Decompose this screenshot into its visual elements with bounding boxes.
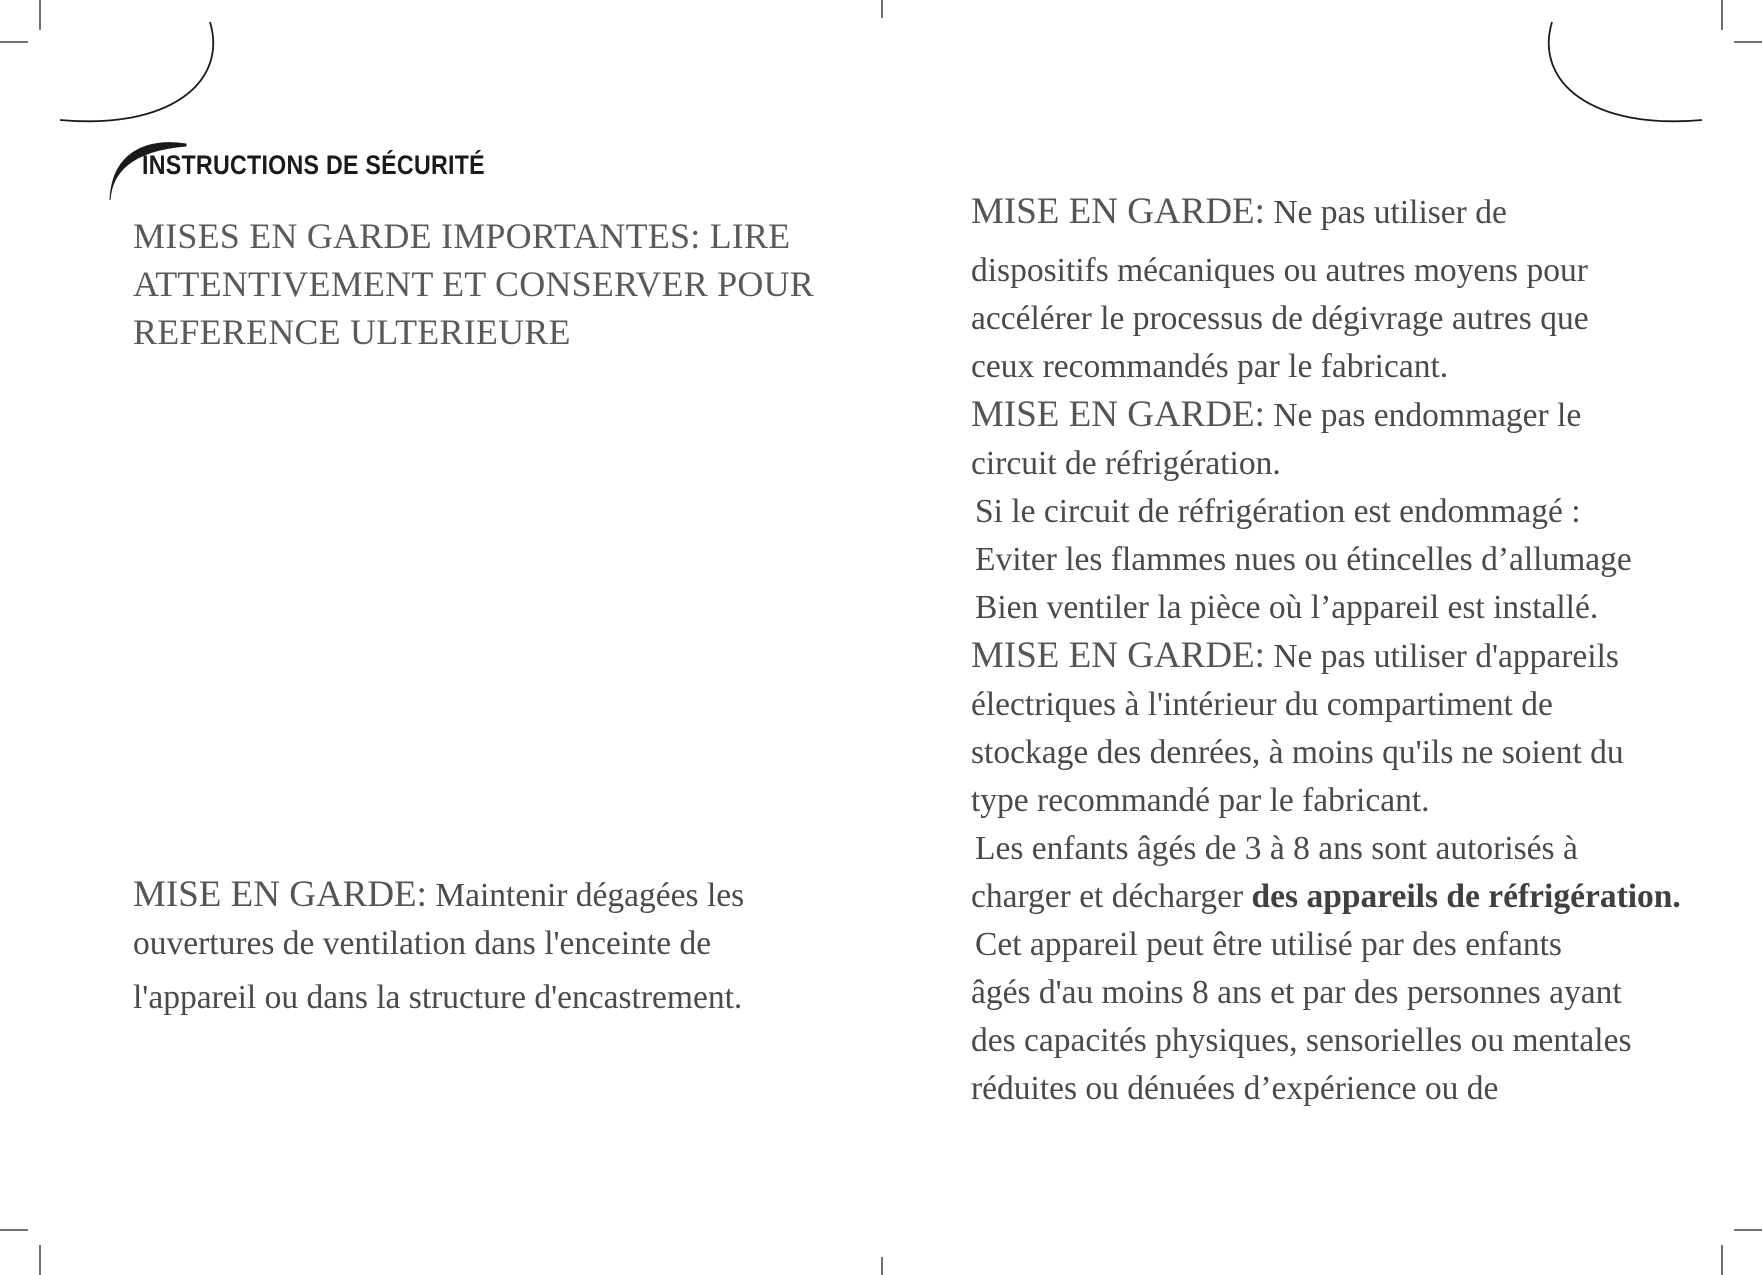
corner-arc-top-left [60, 22, 213, 121]
warning-text: Ne pas endommager le [1273, 397, 1582, 434]
section-heading: INSTRUCTIONS DE SÉCURITÉ [142, 150, 485, 180]
corner-arc-top-right [1549, 22, 1702, 121]
warning-lead: MISE EN GARDE: [133, 874, 427, 915]
children-text: Les enfants âgés de 3 à 8 ans sont autorisés à [975, 830, 1578, 867]
warning-text: Maintenir dégagées les [435, 877, 745, 914]
warning-lead: MISE EN GARDE: [971, 635, 1265, 676]
warning-text: dispositifs mécaniques ou autres moyens pour [971, 252, 1588, 289]
damage-item: Eviter les flammes nues ou étincelles d’allumage [975, 541, 1632, 578]
damage-item: Si le circuit de réfrigération est endommagé : [975, 493, 1581, 530]
warning-text: l'appareil ou dans la structure d'encastrement. [133, 979, 743, 1016]
warning-text: électriques à l'intérieur du compartiment de [971, 686, 1553, 723]
important-notice: MISES EN GARDE IMPORTANTES: LIRE ATTENTIVEMENT ET CONSERVER POUR REFERENCE ULTERIEURE [133, 216, 814, 352]
warning-text: Ne pas utiliser d'appareils [1273, 638, 1619, 675]
right-column [971, 188, 1681, 1113]
warning-text: Ne pas utiliser de [1273, 194, 1507, 231]
damage-item: Bien ventiler la pièce où l’appareil est installé. [975, 589, 1599, 626]
warning-text: type recommandé par le fabricant. [971, 782, 1430, 819]
warning-text: ouvertures de ventilation dans l'enceinte de [133, 925, 712, 962]
warning-text: ceux recommandés par le fabricant. [971, 348, 1449, 385]
capacity-text: âgés d'au moins 8 ans et par des personnes ayant [971, 974, 1622, 1011]
capacity-text: réduites ou dénuées d’expérience ou de [971, 1070, 1499, 1107]
warning-text: accélérer le processus de dégivrage autres que [971, 300, 1589, 337]
capacity-text: Cet appareil peut être utilisé par des enfants [975, 926, 1562, 963]
ventilation-warning [133, 871, 744, 1022]
warning-lead: MISE EN GARDE: [971, 394, 1265, 435]
children-text: charger et décharger [971, 878, 1244, 915]
warning-text: circuit de réfrigération. [971, 445, 1281, 482]
capacity-text: des capacités physiques, sensorielles ou mentales [971, 1022, 1632, 1059]
warning-text: stockage des denrées, à moins qu'ils ne soient du [971, 734, 1624, 771]
warning-lead: MISE EN GARDE: [971, 191, 1265, 232]
children-text-bold: des appareils de réfrigération. [1251, 878, 1681, 915]
